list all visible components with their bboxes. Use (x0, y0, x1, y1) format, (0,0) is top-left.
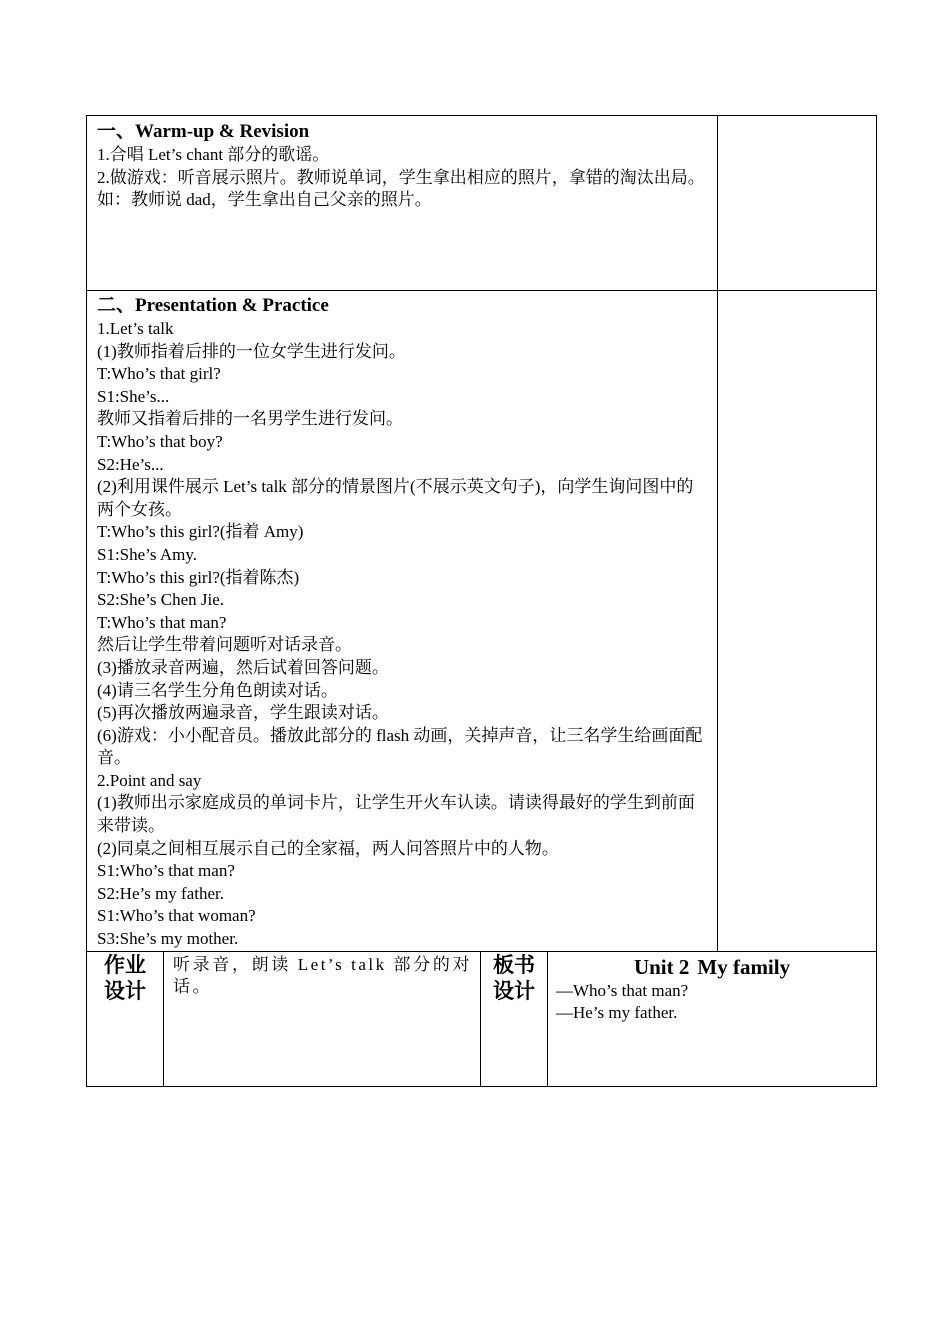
presentation-row (87, 291, 877, 952)
lesson-plan-table (86, 115, 877, 1087)
presentation-line: 2.Point and say (97, 770, 202, 790)
board-label (481, 951, 548, 1086)
presentation-line: S1:She’s Amy. (97, 544, 197, 564)
board-title (556, 954, 868, 980)
presentation-line: S2:She’s Chen Jie. (97, 590, 225, 610)
presentation-line: S2:He’s my father. (97, 883, 225, 903)
warmup-line: 2.做游戏：听音展示照片。教师说单词，学生拿出相应的照片，拿错的淘汰出局。如：教师说 dad，学生拿出自己父亲的照片。 (97, 167, 705, 210)
presentation-line: (6)游戏：小小配音员。播放此部分的 flash 动画，关掉声音，让三名学生给画面配音。 (97, 725, 703, 768)
homework-label-line: 作业 (104, 952, 146, 977)
warmup-notes-cell (718, 116, 877, 291)
presentation-line: T:Who’s that girl? (97, 364, 221, 384)
board-title-unit: Unit 2 (633, 954, 690, 979)
board-line: —He’s my father. (556, 1003, 678, 1023)
board-label-line: 板书 (493, 952, 535, 977)
presentation-line: 教师又指着后排的一名男学生进行发问。 (97, 409, 403, 429)
presentation-line: (3)播放录音两遍，然后试着回答问题。 (97, 657, 389, 677)
warmup-line: 1.合唱 Let’s chant 部分的歌谣。 (97, 145, 330, 164)
presentation-line: (4)请三名学生分角色朗读对话。 (97, 680, 338, 700)
homework-label (87, 951, 164, 1086)
homework-label-line: 设计 (104, 978, 146, 1003)
presentation-line: (5)再次播放两遍录音，学生跟读对话。 (97, 703, 389, 723)
board-cell (548, 951, 877, 1086)
presentation-line: S3:She’s my mother. (97, 929, 239, 949)
presentation-line: T:Who’s that man? (97, 612, 227, 632)
presentation-cell (87, 291, 718, 952)
presentation-line: T:Who’s this girl?(指着 Amy) (97, 522, 304, 542)
presentation-line: T:Who’s that boy? (97, 431, 223, 451)
presentation-line: (2)利用课件展示 Let’s talk 部分的情景图片(不展示英文句子)，向学生询问图中的两个女孩。 (97, 477, 694, 519)
board-title-name: My family (697, 954, 791, 979)
presentation-title: 二、Presentation & Practice (97, 295, 329, 316)
warmup-cell (87, 116, 718, 291)
presentation-line: (1)教师出示家庭成员的单词卡片，让学生开火车认读。请读得最好的学生到前面来带读。 (97, 793, 695, 836)
presentation-line: S2:He’s... (97, 454, 164, 474)
homework-text: 听录音，朗读 Let’s talk 部分的对话。 (173, 954, 472, 997)
presentation-line: S1:Who’s that woman? (97, 906, 256, 926)
warmup-title: 一、Warm-up & Revision (97, 121, 310, 142)
presentation-line: 1.Let’s talk (97, 319, 174, 338)
presentation-line: T:Who’s this girl?(指着陈杰) (97, 567, 300, 587)
presentation-line: (2)同桌之间相互展示自己的全家福，两人问答照片中的人物。 (97, 838, 559, 858)
board-line: —Who’s that man? (556, 980, 689, 1000)
presentation-line: S1:She’s... (97, 386, 170, 406)
homework-board-row (87, 951, 877, 1086)
presentation-line: S1:Who’s that man? (97, 861, 235, 881)
homework-cell (164, 951, 481, 1086)
presentation-line: (1)教师指着后排的一位女学生进行发问。 (97, 341, 406, 361)
warmup-row (87, 116, 877, 291)
board-label-line: 设计 (493, 978, 535, 1003)
presentation-notes-cell (718, 291, 877, 952)
presentation-line: 然后让学生带着问题听对话录音。 (97, 635, 352, 655)
